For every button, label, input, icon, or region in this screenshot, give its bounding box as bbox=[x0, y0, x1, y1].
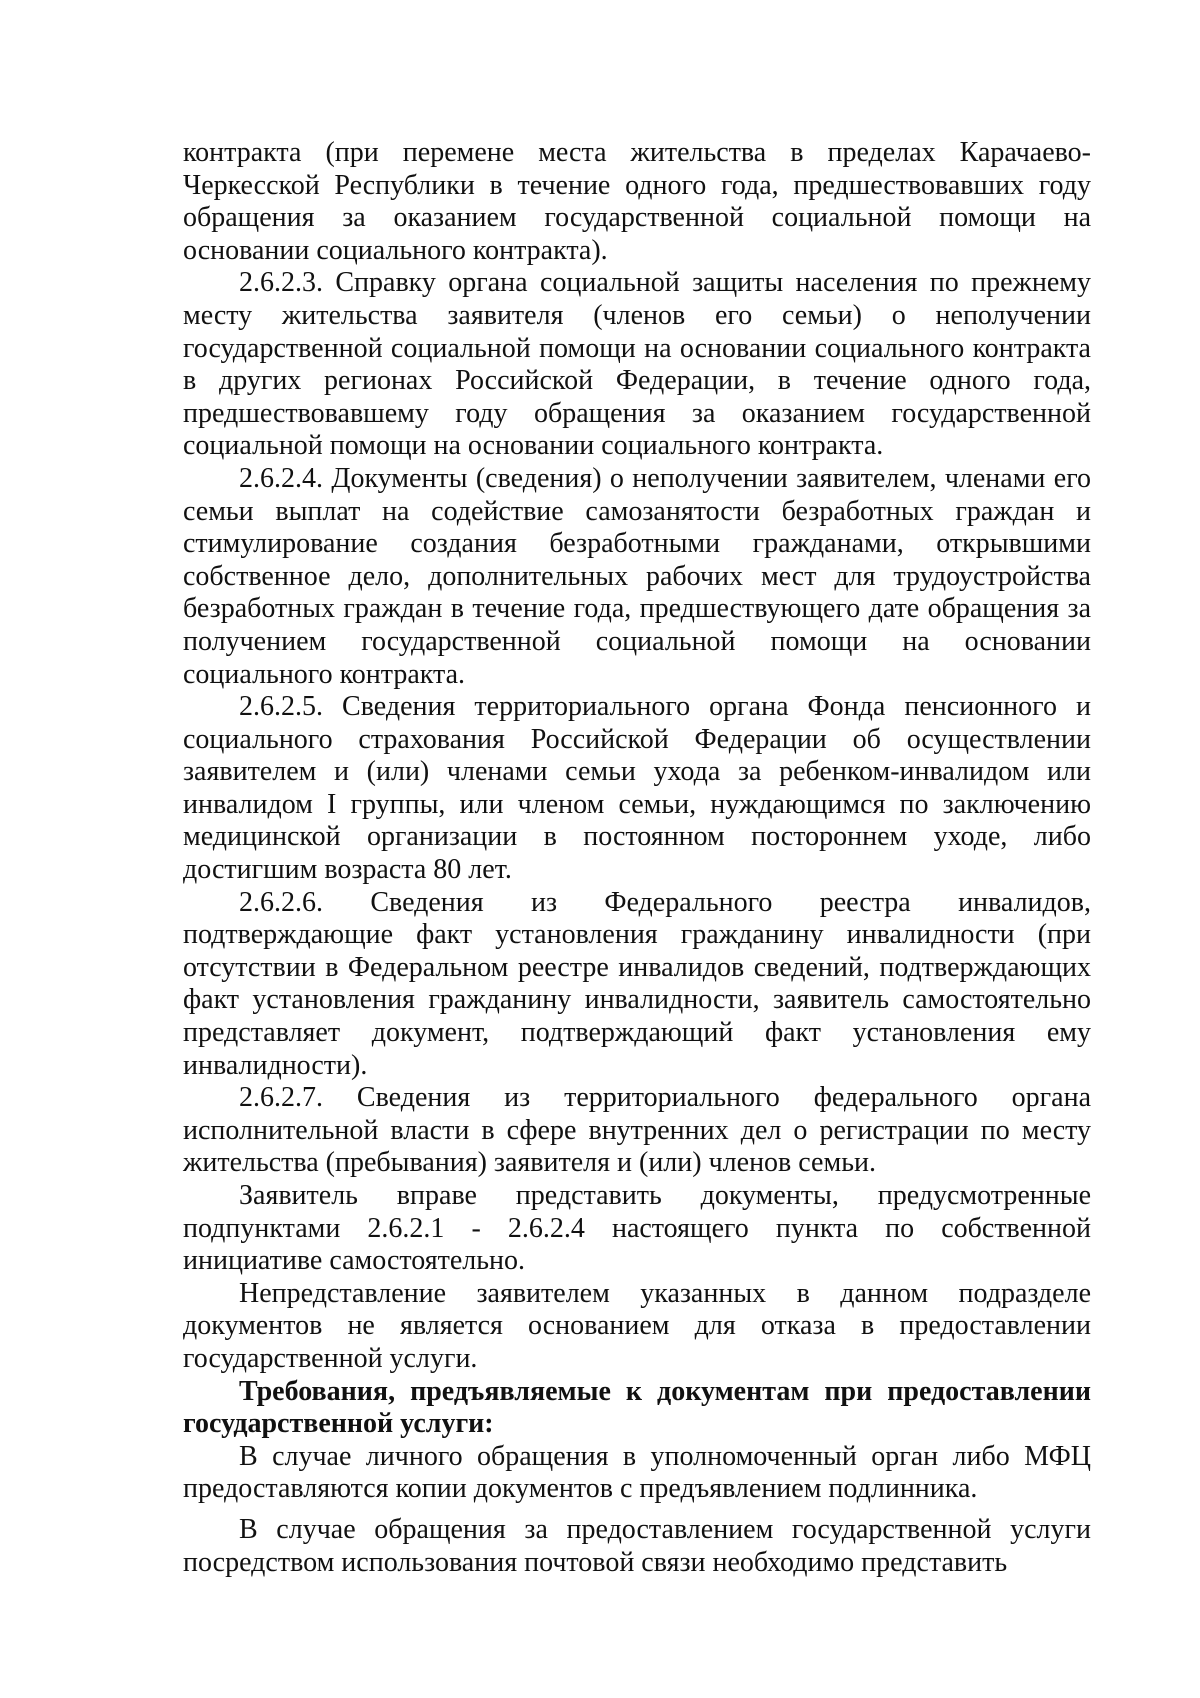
paragraph-2-6-2-7: 2.6.2.7. Сведения из территориального федерального органа исполнительной власти в сфере внутренних дел о регистрации по месту жительства (пребывания) заявителя и (или) членов семьи. bbox=[183, 1082, 1091, 1179]
paragraph-2-6-2-6: 2.6.2.6. Сведения из Федерального реестра инвалидов, подтверждающие факт установления гражданину инвалидности (при отсутствии в Федеральном реестре инвалидов сведений, подтверждающих факт установления гражданину инвалидности, заявитель самостоятельно представляет документ, подтверждающий факт установления ему инвалидности). bbox=[183, 886, 1091, 1081]
paragraph-contract-continuation: контракта (при перемене места жительства в пределах Карачаево-Черкесской Республики в течение одного года, предшествовавших году обращения за оказанием государственной социальной помощи на основании социального контракта). bbox=[183, 137, 1091, 266]
section-heading: Требования, предъявляемые к документам при предоставлении государственной услуги: bbox=[183, 1375, 1091, 1440]
paragraph-postal-appeal: В случае обращения за предоставлением государственной услуги посредством использования почтовой связи необходимо представить bbox=[183, 1513, 1091, 1578]
paragraph-non-submission: Непредставление заявителем указанных в данном подразделе документов не является основанием для отказа в предоставлении государственной услуги. bbox=[183, 1277, 1091, 1374]
paragraph-applicant-right: Заявитель вправе представить документы, предусмотренные подпунктами 2.6.2.1 - 2.6.2.4 настоящего пункта по собственной инициативе самостоятельно. bbox=[183, 1180, 1091, 1277]
paragraph-2-6-2-4: 2.6.2.4. Документы (сведения) о неполучении заявителем, членами его семьи выплат на содействие самозанятости безработных граждан и стимулирование создания безработными гражданами, открывшими собственное дело, дополнительных рабочих мест для трудоустройства безработных граждан в течение года, предшествующего дате обращения за получением государственной социальной помощи на основании социального контракта. bbox=[183, 462, 1091, 690]
paragraph-2-6-2-3: 2.6.2.3. Справку органа социальной защиты населения по прежнему месту жительства заявителя (членов его семьи) о неполучении государственной социальной помощи на основании социального контракта в других регионах Российской Федерации, в течение одного года, предшествовавшему году обращения за оказанием государственной социальной помощи на основании социального контракта. bbox=[183, 267, 1091, 462]
paragraph-2-6-2-5: 2.6.2.5. Сведения территориального органа Фонда пенсионного и социального страхования Российской Федерации об осуществлении заявителем и (или) членами семьи ухода за ребенком-инвалидом или инвалидом I группы, или членом семьи, нуждающимся по заключению медицинской организации в постоянном постороннем уходе, либо достигшим возраста 80 лет. bbox=[183, 691, 1091, 886]
document-page bbox=[183, 137, 1091, 1579]
paragraph-personal-appeal: В случае личного обращения в уполномоченный орган либо МФЦ предоставляются копии документов с предъявлением подлинника. bbox=[183, 1440, 1091, 1505]
